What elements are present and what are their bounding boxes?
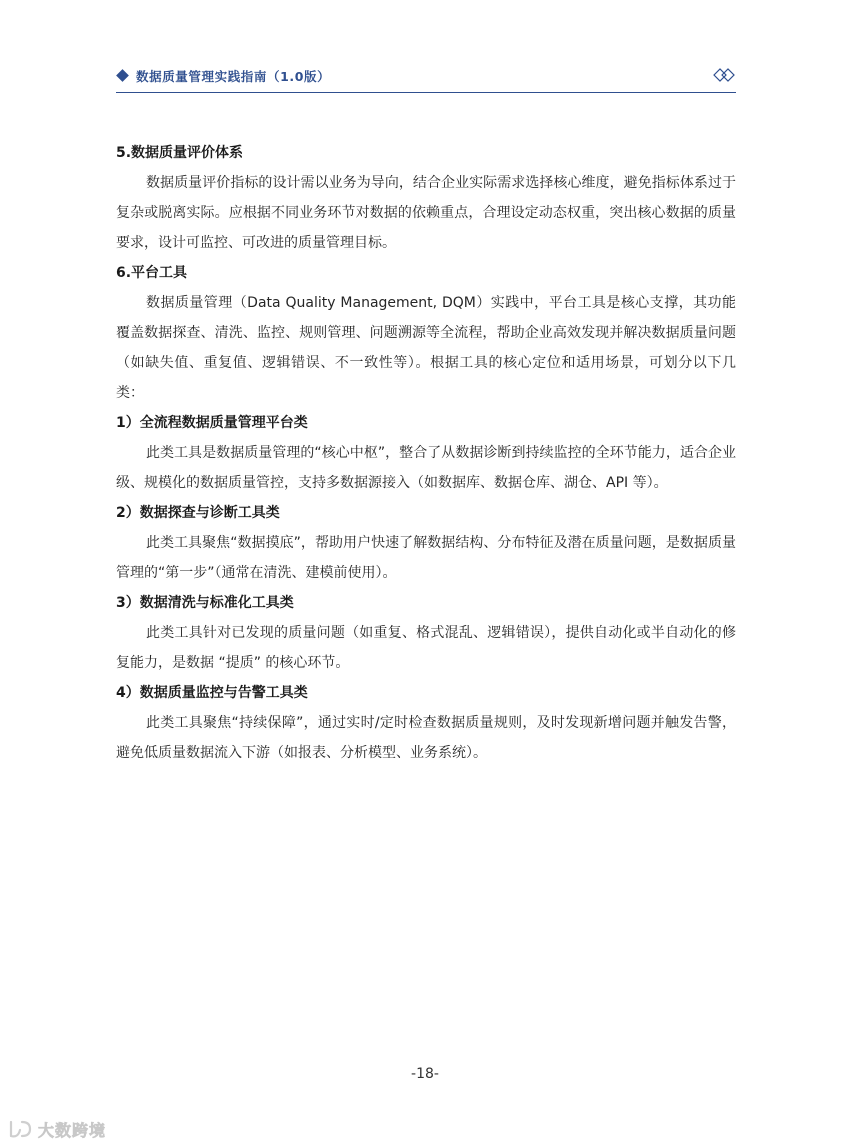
header-title: 数据质量管理实践指南（1.0版） [136, 69, 331, 84]
double-diamond-logo-icon [712, 66, 736, 84]
paragraph-monitoring-alerting: 此类工具聚焦“持续保障”，通过实时/定时检查数据质量规则，及时发现新增问题并触发告警，避免低质量数据流入下游（如报表、分析模型、业务系统）。 [116, 715, 736, 761]
header-divider [116, 92, 736, 93]
watermark-text: 大数跨境 [38, 1121, 107, 1140]
subheading-cleansing-standardization: 3）数据清洗与标准化工具类 [116, 595, 294, 611]
paragraph-full-process-platform: 此类工具是数据质量管理的“核心中枢”，整合了从数据诊断到持续监控的全环节能力，适合企业级、规模化的数据质量管控，支持多数据源接入（如数据库、数据仓库、湖仓、API 等）。 [116, 445, 736, 491]
subheading-full-process-platform: 1）全流程数据质量管理平台类 [116, 415, 308, 431]
diamond-bullet-icon [116, 69, 129, 82]
paragraph-profiling-diagnosis: 此类工具聚焦“数据摸底”，帮助用户快速了解数据结构、分布特征及潜在质量问题，是数据质量管理的“第一步”（通常在清洗、建模前使用）。 [116, 535, 736, 581]
section-heading-platform-tools: 6.平台工具 [116, 265, 188, 281]
subheading-profiling-diagnosis: 2）数据探查与诊断工具类 [116, 505, 280, 521]
watermark [8, 1116, 118, 1142]
page-number: -18- [411, 1066, 439, 1082]
paragraph-cleansing-standardization: 此类工具针对已发现的质量问题（如重复、格式混乱、逻辑错误），提供自动化或半自动化的修复能力，是数据 “提质” 的核心环节。 [116, 625, 736, 671]
document-body [116, 138, 736, 768]
paragraph-evaluation-system: 数据质量评价指标的设计需以业务为导向，结合企业实际需求选择核心维度，避免指标体系过于复杂或脱离实际。应根据不同业务环节对数据的依赖重点，合理设定动态权重，突出核心数据的质量要求，设计可监控、可改进的质量管理目标。 [116, 175, 736, 251]
page-header [116, 66, 736, 92]
section-heading-evaluation-system: 5.数据质量评价体系 [116, 145, 244, 161]
watermark-logo-icon [8, 1118, 34, 1140]
subheading-monitoring-alerting: 4）数据质量监控与告警工具类 [116, 685, 308, 701]
paragraph-platform-tools: 数据质量管理（Data Quality Management, DQM）实践中，平台工具是核心支撑，其功能覆盖数据探查、清洗、监控、规则管理、问题溯源等全流程，帮助企业高效发现并解决数据质量问题（如缺失值、重复值、逻辑错误、不一致性等）。根据工具的核心定位和适用场景，可划分以下几类： [116, 295, 736, 401]
